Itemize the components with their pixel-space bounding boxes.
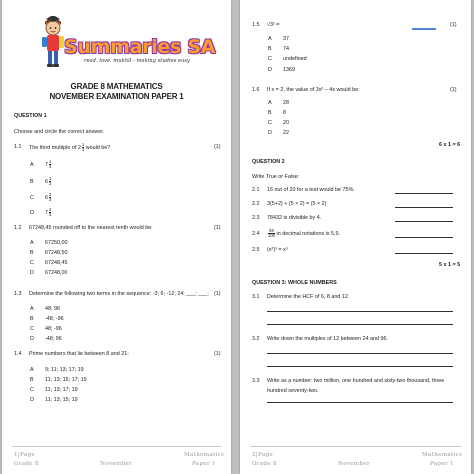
option-text[interactable]: -48; 96: [45, 336, 62, 342]
highlight-bar: [412, 28, 436, 30]
option-letter: A: [30, 162, 34, 168]
logo-tagline: read. love. mukhil - making studies easy: [84, 58, 190, 64]
option-letter: C: [268, 56, 272, 62]
footer-page-number: 2|Page: [252, 452, 273, 458]
answer-line[interactable]: [267, 353, 453, 354]
q1-4-text: Prime numbers that lie between 8 and 21:: [29, 351, 129, 357]
footer-grade: Grade 8: [252, 461, 277, 467]
footer-month: November: [338, 461, 371, 467]
question-2-total: 5 x 1 = 5: [439, 262, 461, 268]
q1-6-number: 1.6: [252, 87, 260, 93]
question-3-heading: QUESTION 3: WHOLE NUMBERS: [252, 280, 337, 286]
answer-line[interactable]: [395, 221, 453, 222]
footer-subject: Mathematics: [422, 452, 463, 458]
answer-line[interactable]: [267, 366, 453, 367]
exam-page-1: [2, 0, 231, 474]
q1-3-number: 1.3: [14, 291, 22, 297]
q3-3-number: 3.3: [252, 378, 260, 384]
question-1-heading: QUESTION 1: [14, 113, 47, 119]
q1-3-marks: (1): [214, 291, 221, 297]
q1-3-text: Determine the following two terms in the sequence: -3; 6; -12; 24; ___; ___;: [29, 291, 209, 297]
question-2-heading: QUESTION 2: [252, 159, 285, 165]
q3-1-number: 3.1: [252, 294, 260, 300]
option-text[interactable]: undefined: [283, 56, 307, 62]
q3-2-number: 3.2: [252, 336, 260, 342]
q1-1-marks: (1): [214, 144, 221, 150]
q1-1-number: 1.1: [14, 144, 22, 150]
q2-item-text: 16 out of 20 for a test would be 75%.: [267, 187, 355, 193]
question-1-total: 6 x 1 = 6: [439, 142, 461, 148]
q2-item-text: (x²)³ = x⁵: [267, 247, 288, 253]
q2-item-number: 2.2: [252, 201, 260, 207]
option-letter: B: [268, 110, 272, 116]
option-text[interactable]: 8: [283, 110, 286, 116]
q3-3-text-line-2: hundred seventy-two.: [267, 388, 319, 394]
answer-line[interactable]: [267, 402, 453, 403]
option-letter: A: [268, 100, 272, 106]
answer-line[interactable]: [395, 193, 453, 194]
option-text[interactable]: 28: [283, 100, 289, 106]
option-letter: D: [30, 210, 34, 216]
option-letter: B: [30, 316, 34, 322]
option-text[interactable]: 11; 13; 15; 19: [45, 397, 78, 403]
option-letter: C: [268, 120, 272, 126]
q2-item-number: 2.3: [252, 215, 260, 221]
option-letter: D: [30, 336, 34, 342]
q1-2-marks: (1): [214, 225, 221, 231]
q1-1-text: The third multiple of 2 $\frac{1}{3}$ would be?: [29, 142, 111, 153]
q1-5-marks: (1): [450, 22, 457, 28]
answer-line[interactable]: [395, 207, 453, 208]
option-text[interactable]: 48; 96: [45, 306, 60, 312]
option-text[interactable]: 67248,45: [45, 260, 68, 266]
footer-month: November: [100, 461, 133, 467]
option-text[interactable]: 37: [283, 36, 289, 42]
answer-line[interactable]: [395, 253, 453, 254]
logo-wordmark: Summaries SA: [64, 36, 216, 58]
option-letter: A: [30, 240, 34, 246]
q1-5-text: √3² =: [267, 22, 280, 28]
q2-item-text: $\frac{59}{100}$ in decimal notations is 5,9.: [268, 228, 341, 239]
option-letter: C: [30, 260, 34, 266]
option-mixed-fraction[interactable]: 7 $\frac{1}{3}$: [45, 159, 52, 170]
footer-paper: Paper 1: [192, 461, 216, 467]
option-letter: C: [30, 326, 34, 332]
option-letter: C: [30, 195, 34, 201]
option-letter: B: [268, 46, 272, 52]
option-letter: C: [30, 387, 34, 393]
q3-3-text-line-1: Write as a number: two million, one hundred and sixty-two thousand, three: [267, 378, 445, 384]
option-text[interactable]: -48; -96: [45, 316, 64, 322]
q2-item-text: 78432 is divisible by 4.: [267, 215, 322, 221]
footer-subject: Mathematics: [184, 452, 225, 458]
q1-6-marks: (1): [450, 87, 457, 93]
option-text[interactable]: 48; -96: [45, 326, 62, 332]
option-letter: D: [30, 270, 34, 276]
option-letter: B: [30, 250, 34, 256]
summaries-sa-logo: [40, 16, 216, 78]
option-mixed-fraction[interactable]: 6 $\frac{1}{3}$: [45, 176, 52, 187]
option-mixed-fraction[interactable]: 7 $\frac{2}{3}$: [45, 207, 52, 218]
question-2-instruction: Write True or False:: [252, 174, 300, 180]
footer-grade: Grade 8: [14, 461, 39, 467]
answer-line[interactable]: [267, 311, 453, 312]
option-text[interactable]: 74: [283, 46, 289, 52]
q3-1-text: Determine the HCF of 6, 8 and 12.: [267, 294, 350, 300]
option-letter: D: [268, 130, 272, 136]
q3-2-text: Write down the multiples of 12 between 24 and 96.: [267, 336, 388, 342]
q2-item-number: 2.4: [252, 231, 260, 237]
option-letter: A: [30, 306, 34, 312]
option-text[interactable]: 67248,00: [45, 270, 68, 276]
option-text[interactable]: 9; 11; 13; 17; 19: [45, 367, 84, 373]
exam-title: GRADE 8 MATHEMATICS: [70, 82, 163, 91]
q1-2-number: 1.2: [14, 225, 22, 231]
exam-subtitle: NOVEMBER EXAMINATION PAPER 1: [49, 92, 184, 101]
option-text[interactable]: 11; 13; 17; 19: [45, 387, 78, 393]
footer-page-number: 1|Page: [14, 452, 35, 458]
exam-page-2: [240, 0, 471, 474]
option-text[interactable]: 67250,00: [45, 240, 68, 246]
q2-item-number: 2.5: [252, 247, 260, 253]
q1-6-text: If x = 2, the value of 3x² − 4x would be:: [267, 87, 360, 93]
footer-divider: [250, 446, 461, 447]
option-letter: A: [268, 36, 272, 42]
option-text[interactable]: 67248,50: [45, 250, 68, 256]
q1-4-marks: (1): [214, 351, 221, 357]
option-mixed-fraction[interactable]: 6 $\frac{2}{3}$: [45, 192, 52, 203]
option-letter: B: [30, 179, 34, 185]
q2-item-number: 2.1: [252, 187, 260, 193]
q1-5-number: 1.5: [252, 22, 260, 28]
option-letter: D: [268, 67, 272, 73]
q2-item-text: 3(5+2) + (5 × 2) = (5 × 2): [267, 201, 327, 207]
option-text[interactable]: 1369: [283, 67, 295, 73]
option-letter: B: [30, 377, 34, 383]
option-text[interactable]: 20: [283, 120, 289, 126]
answer-line[interactable]: [267, 324, 453, 325]
option-text[interactable]: 11; 13; 15; 17; 19: [45, 377, 87, 383]
footer-paper: Paper 1: [430, 461, 454, 467]
q1-2-text: 67248,45 rounded off to the nearest tenth would be:: [29, 225, 153, 231]
option-letter: A: [30, 367, 34, 373]
answer-line[interactable]: [395, 237, 453, 238]
option-text[interactable]: 22: [283, 130, 289, 136]
footer-divider: [12, 446, 221, 447]
option-letter: D: [30, 397, 34, 403]
fraction: $\frac{1}{3}$: [81, 142, 85, 153]
q1-4-number: 1.4: [14, 351, 22, 357]
question-1-instruction: Choose and circle the correct answer.: [14, 129, 105, 135]
